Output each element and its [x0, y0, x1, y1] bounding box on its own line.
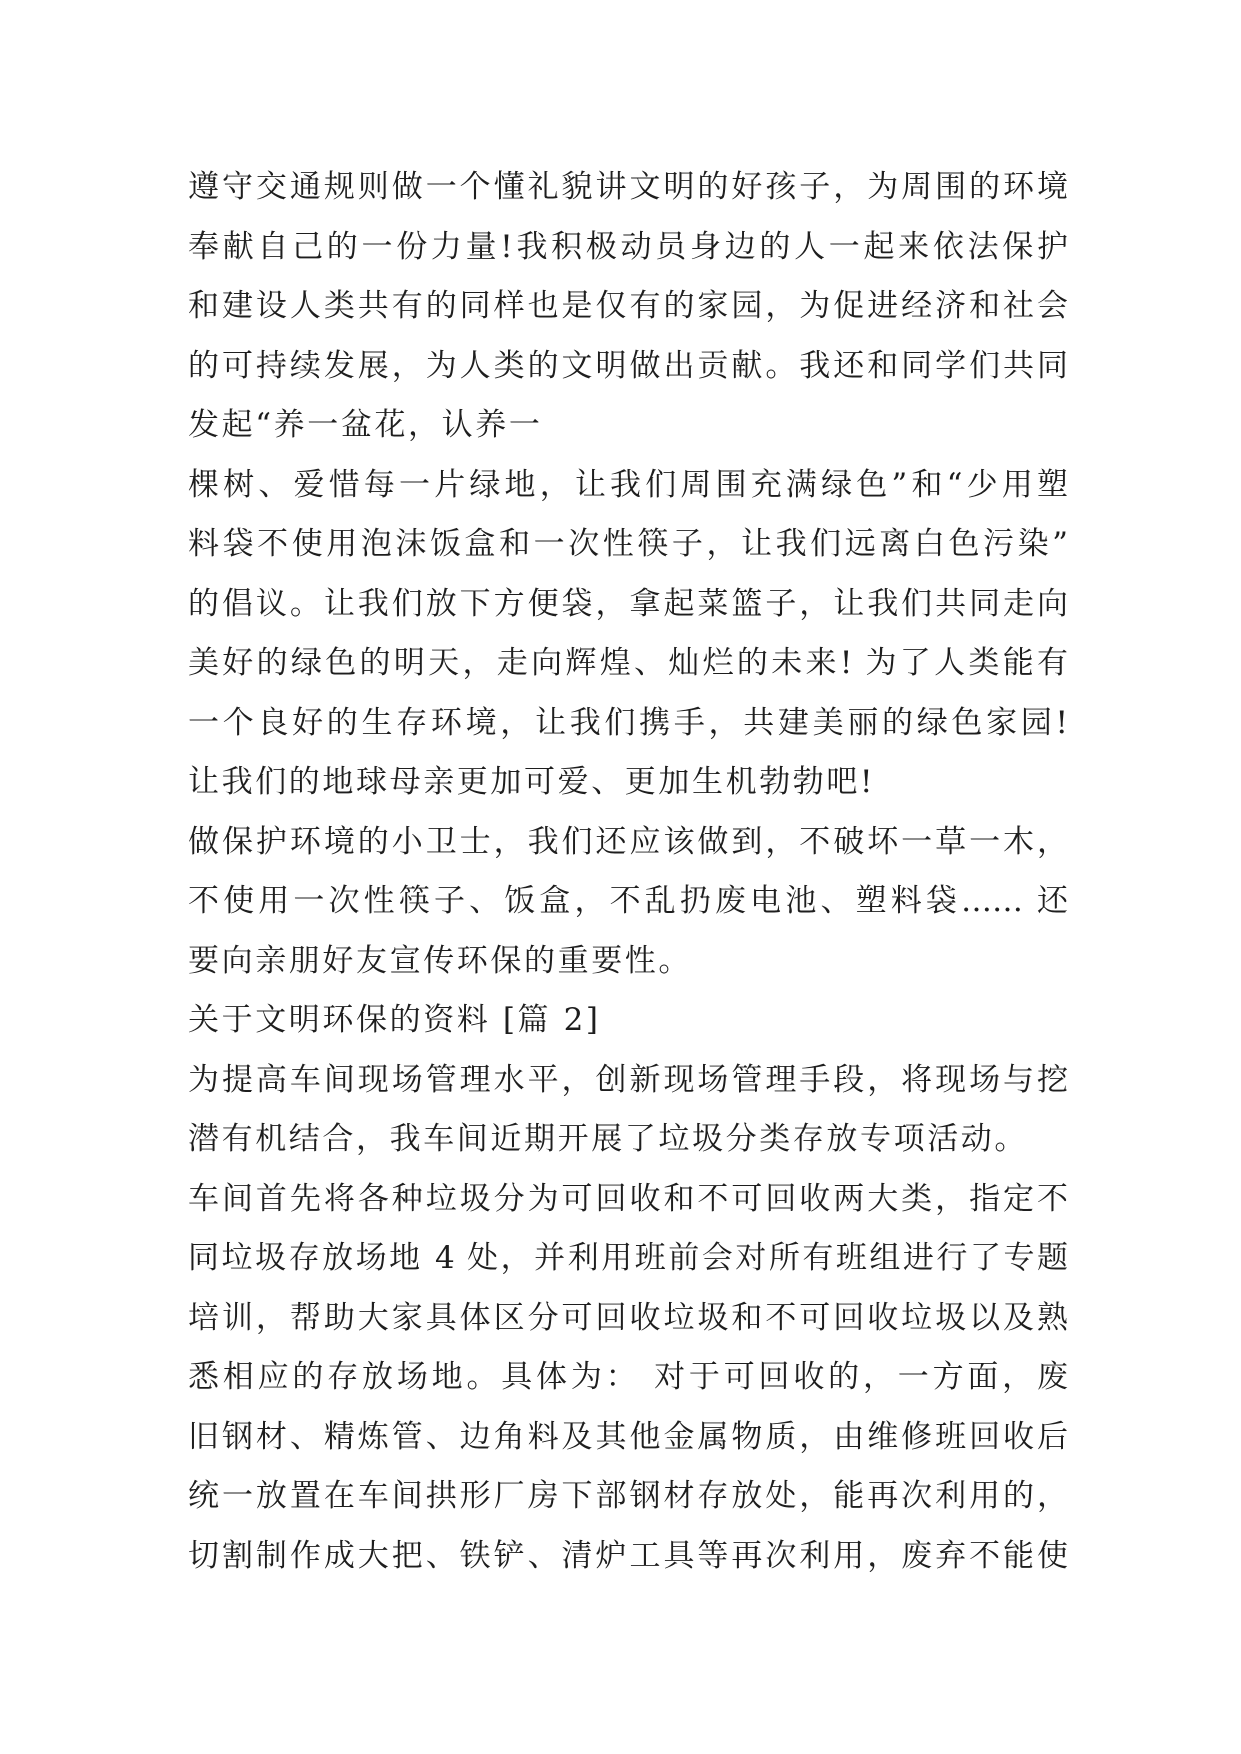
text-line-6: 棵树、爱惜每一片绿地，让我们周围充满绿色”和“少用塑 [188, 466, 1068, 503]
text-line-8: 的倡议。让我们放下方便袋，拿起菜篮子，让我们共同走向 [188, 585, 1068, 622]
text-line-10: 一个良好的生存环境，让我们携手，共建美丽的绿色家园! [188, 704, 1068, 741]
text-line-13: 不使用一次性筷子、饭盒，不乱扔废电池、塑料袋…… 还 [188, 883, 1068, 919]
text-line-21: 悉相应的存放场地。具体为： 对于可回收的，一方面，废 [188, 1359, 1068, 1395]
text-line-2: 奉献自己的一份力量!我积极动员身边的人一起来依法保护 [188, 228, 1068, 265]
text-line-17: 潜有机结合，我车间近期开展了垃圾分类存放专项活动。 [188, 1121, 1028, 1157]
text-line-16: 为提高车间现场管理水平，创新现场管理手段，将现场与挖 [188, 1061, 1068, 1098]
text-line-24: 切割制作成大把、铁铲、清炉工具等再次利用，废弃不能使 [188, 1537, 1068, 1574]
text-line-7: 料袋不使用泡沫饭盒和一次性筷子，让我们远离白色污染” [188, 526, 1068, 562]
text-line-3: 和建设人类共有的同样也是仅有的家园，为促进经济和社会 [188, 288, 1068, 324]
text-line-19: 同垃圾存放场地 4 处，并利用班前会对所有班组进行了专题 [188, 1240, 1068, 1276]
text-line-23: 统一放置在车间拱形厂房下部钢材存放处，能再次利用的， [188, 1478, 1068, 1514]
text-line-11: 让我们的地球母亲更加可爱、更加生机勃勃吧! [188, 764, 876, 800]
text-line-5: 发起“养一盆花，认养一 [188, 407, 543, 443]
text-line-9: 美好的绿色的明天，走向辉煌、灿烂的未来! 为了人类能有 [188, 645, 1068, 681]
text-line-1: 遵守交通规则做一个懂礼貌讲文明的好孩子，为周围的环境 [188, 169, 1068, 205]
body-text [188, 158, 1068, 1586]
text-line-12: 做保护环境的小卫士，我们还应该做到，不破坏一草一木， [188, 823, 1068, 860]
text-line-4: 的可持续发展，为人类的文明做出贡献。我还和同学们共同 [188, 347, 1068, 384]
text-line-20: 培训，帮助大家具体区分可回收垃圾和不可回收垃圾以及熟 [188, 1299, 1068, 1336]
text-line-22: 旧钢材、精炼管、边角料及其他金属物质，由维修班回收后 [188, 1418, 1068, 1455]
section-heading: 关于文明环保的资料 [篇 2] [188, 1002, 601, 1038]
text-line-14: 要向亲朋好友宣传环保的重要性。 [188, 942, 692, 979]
text-line-18: 车间首先将各种垃圾分为可回收和不可回收两大类，指定不 [188, 1180, 1068, 1217]
